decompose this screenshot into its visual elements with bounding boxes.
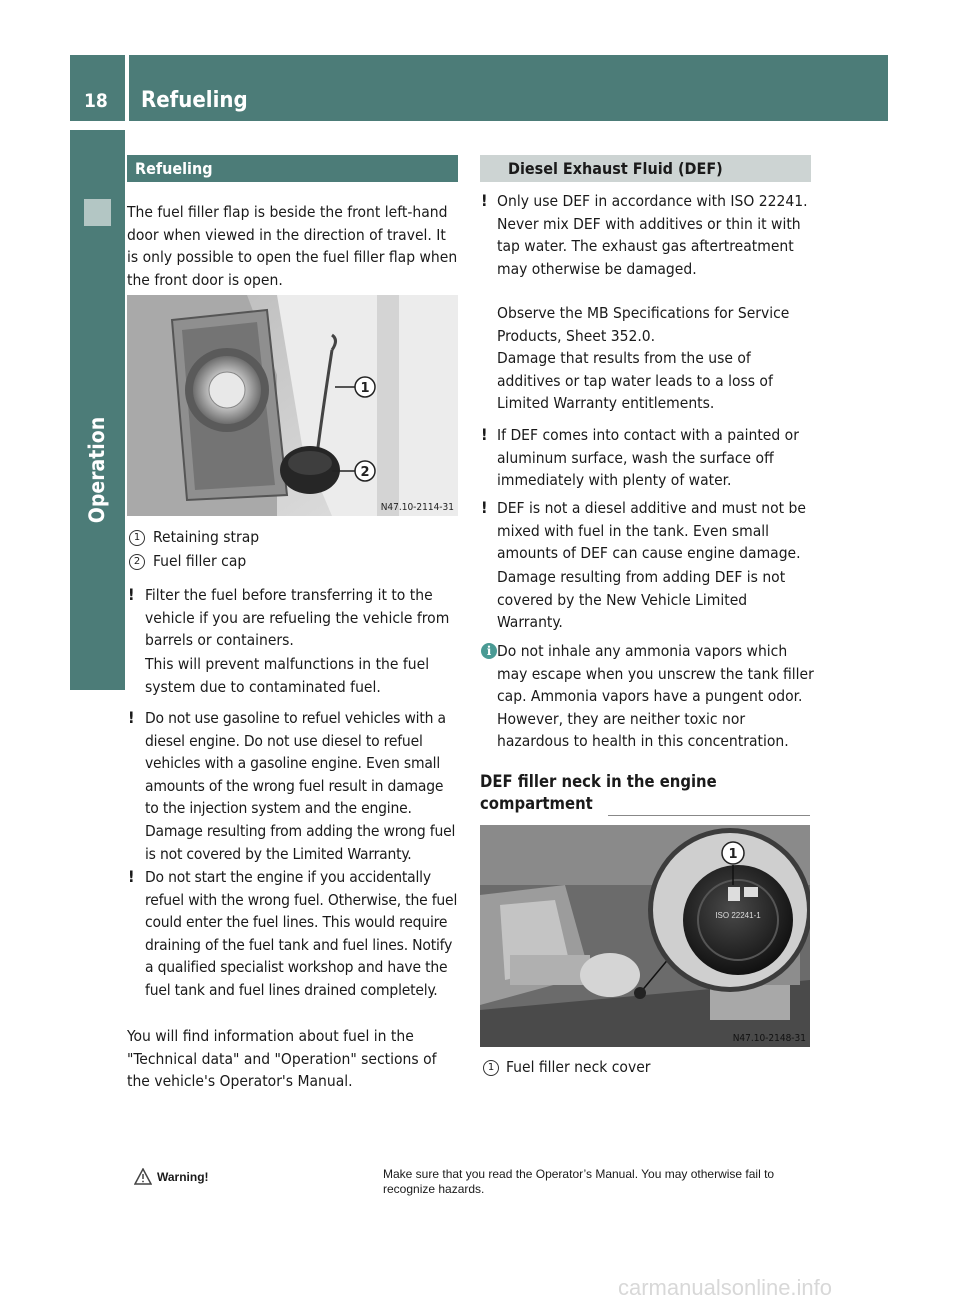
page-number: 18 xyxy=(84,90,108,112)
section-title-def: Diesel Exhaust Fluid (DEF) xyxy=(480,155,811,182)
notice-icon: ! xyxy=(481,191,488,210)
svg-text:2: 2 xyxy=(360,465,370,480)
section-title-refueling: Refueling xyxy=(127,155,458,182)
info-icon: i xyxy=(481,643,497,659)
callout-number: 2 xyxy=(129,554,145,570)
notice-icon: ! xyxy=(128,708,135,727)
watermark: carmanualsonline.info xyxy=(618,1275,833,1300)
image-code: N47.10-2114-31 xyxy=(380,502,454,513)
svg-text:1: 1 xyxy=(728,847,738,862)
note-filter-fuel: Filter the fuel before transferring it to the vehicle if you are refueling the vehicle from barrels or containers. xyxy=(145,586,450,650)
callout-number: 1 xyxy=(483,1060,499,1076)
note-wrong-fuel: Do not use gasoline to refuel vehicles with a diesel engine. Do not use diesel to refuel vehicles with a gasoline engine. Even small amounts of the wrong fuel result in damage to the injection system and the engine. Damage resulting from adding the wrong fuel is not covered by the Limited Warranty. xyxy=(145,709,456,863)
image-code: N47.10-2148-31 xyxy=(732,1033,806,1044)
closing-text: You will find information about fuel in the "Technical data" and "Operation" sections of the vehicle's Operator's Manual. xyxy=(127,1027,437,1091)
notice-icon: ! xyxy=(481,498,488,517)
svg-text:1: 1 xyxy=(360,381,370,396)
header-separator xyxy=(125,55,129,121)
def-note-iso-extra2: Damage that results from the use of additives or tap water leads to a loss of Limited Warranty entitlements. xyxy=(497,349,773,413)
callout-label-fuel-filler-cap: Fuel filler cap xyxy=(153,552,247,570)
callout-number: 1 xyxy=(129,530,145,546)
def-note-additive: DEF is not a diesel additive and must not be mixed with fuel in the tank. Even small amounts of DEF can cause engine damage. xyxy=(497,499,806,563)
def-filler-neck-image xyxy=(480,825,810,1047)
def-note-additive-extra: Damage resulting from adding DEF is not covered by the New Vehicle Limited Warranty. xyxy=(497,568,786,632)
warning-icon xyxy=(134,1168,152,1185)
warning-label: Warning! xyxy=(157,1170,209,1184)
def-note-paint: If DEF comes into contact with a painted or aluminum surface, wash the surface off immediately with plenty of water. xyxy=(497,426,799,490)
note-do-not-start: Do not start the engine if you accidentally refuel with the wrong fuel. Otherwise, the fuel could enter the fuel lines. This would require draining of the fuel tank and fuel lines. Notify a qualified specialist workshop and have the fuel tank and fuel lines drained completely. xyxy=(145,868,458,999)
def-note-iso-extra1: Observe the MB Specifications for Service Products, Sheet 352.0. xyxy=(497,304,790,345)
side-tab-marker xyxy=(84,199,111,226)
def-note-iso: Only use DEF in accordance with ISO 22241. Never mix DEF with additives or thin it with tap water. The exhaust gas aftertreatment may otherwise be damaged. xyxy=(497,192,808,278)
fuel-filler-flap-image xyxy=(127,295,458,516)
cap-label: ISO 22241-1 xyxy=(715,911,761,920)
notice-icon: ! xyxy=(128,867,135,886)
def-filler-neck-heading: DEF filler neck in the engine compartment xyxy=(480,772,717,813)
refueling-intro: The fuel filler flap is beside the front left-hand door when viewed in the direction of travel. It is only possible to open the fuel filler flap when the front door is open. xyxy=(127,203,458,289)
side-tab-label: Operation xyxy=(85,416,109,524)
warning-text: Make sure that you read the Operator’s Manual. You may otherwise fail to recognize hazards. xyxy=(383,1167,775,1196)
heading-rule xyxy=(608,815,810,816)
page-title: Refueling xyxy=(141,88,248,113)
note-filter-fuel-extra: This will prevent malfunctions in the fuel system due to contaminated fuel. xyxy=(145,655,430,696)
callout-label-fuel-filler-neck-cover: Fuel filler neck cover xyxy=(506,1058,651,1076)
notice-icon: ! xyxy=(128,585,135,604)
notice-icon: ! xyxy=(481,425,488,444)
callout-label-retaining-strap: Retaining strap xyxy=(153,528,260,546)
def-info-ammonia: Do not inhale any ammonia vapors which may escape when you unscrew the tank filler cap. Ammonia vapors have a pungent odor. However, they are neither toxic nor hazardous to health in this concentration. xyxy=(497,642,814,751)
